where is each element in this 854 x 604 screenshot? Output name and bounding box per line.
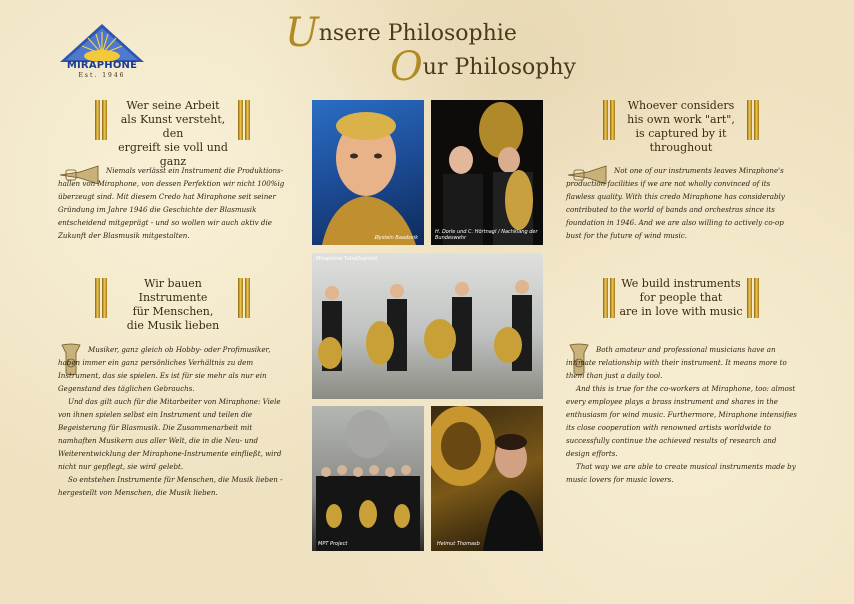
title-english-rest: ur Philosophy — [422, 55, 576, 80]
heading-line: is captured by it throughout — [635, 127, 727, 154]
heading-line: are in love with music — [619, 305, 743, 318]
paragraph-text: Und das gilt auch für die Mitarbeiter von Miraphone: Viele von ihnen spielen selbst ein Instrument und teilen die Begeisterung für Blasmusik. Die Zusammenarbeit mit namhaften Musikern aus aller Welt, die in die Neu- und Weiterentwicklung der Miraphone-Instrumente einfließt, wird nicht nur gepflegt, sie wird gelebt. — [58, 397, 282, 471]
photo-duo-tuba — [431, 100, 543, 245]
title-german-initial: U — [285, 10, 319, 56]
heading-line: for people that — [639, 291, 723, 304]
photo-caption: Miraphone TubaQuartett — [316, 256, 378, 262]
left-paragraph-1 — [58, 164, 290, 242]
portrait-figure-icon — [312, 100, 424, 245]
paragraph-text: So entstehen Instrumente für Menschen, die Musik lieben - hergestellt von Menschen, die Musik lieben. — [58, 475, 283, 497]
paragraph-text: Musiker, ganz gleich ob Hobby- oder Profimusiker, haben immer ein ganz persönliches Verhältnis zu dem Instrument, das sie spielen. Es ist für sie mehr als nur ein Gegenstand des täglichen Gebrauchs. — [58, 345, 271, 393]
right-heading-1 — [616, 99, 746, 155]
paragraph-text: Both amateur and professional musicians have an intimate relationship with their instrument. It means more to them than just a daily tool. — [566, 345, 787, 380]
gold-bars-right — [747, 100, 759, 140]
left-paragraph-2 — [58, 343, 290, 499]
left-heading-1 — [110, 99, 236, 169]
gold-bars-left — [603, 100, 615, 140]
right-heading-2 — [616, 277, 746, 319]
heading-line: die Musik lieben — [126, 319, 220, 332]
page-title — [285, 10, 585, 90]
logo-brand-text: MIRAPHONE — [66, 60, 138, 71]
left-heading-2 — [110, 277, 236, 333]
title-english — [390, 44, 576, 90]
gold-bars-left — [95, 100, 107, 140]
paragraph-text: Not one of our instruments leaves Miraphone's production facilities if we are not wholly convinced of its flawless quality. With this credo Miraphone has considerably contributed to the world of bands and orchestras since its foundation in 1946. And we are also willing to actively co-op bust for the future of wind music. — [566, 166, 785, 240]
logo-mountain-icon — [58, 24, 146, 64]
photo-ensemble-group — [312, 406, 424, 551]
photo-tuba-soloist — [431, 406, 543, 551]
photo-caption: Helmut Thomasb — [437, 541, 480, 547]
duo-figure-icon — [431, 100, 543, 245]
gold-bars-right — [238, 100, 250, 140]
heading-line: We build instruments — [621, 277, 741, 290]
heading-line: his own work "art", — [627, 113, 735, 126]
paragraph-text: That way we are able to create musical instruments made by music lovers for music lovers. — [566, 462, 796, 484]
photo-caption: H. Dorle und C. Hörtnagl / Nachklang der Bundeswehr — [435, 229, 538, 241]
heading-line: Wer seine Arbeit — [126, 99, 220, 112]
photo-tuba-quartet — [312, 253, 543, 399]
gold-bars-left — [603, 278, 615, 318]
title-english-initial: O — [390, 44, 423, 90]
right-paragraph-2 — [566, 343, 798, 486]
gold-bars-right — [238, 278, 250, 318]
photo-caption: Øystein Baadsvik — [374, 235, 418, 241]
right-paragraph-1 — [566, 164, 798, 242]
paragraph-text: And this is true for the co-workers at Miraphone, too: almost every employee plays a brass instrument and shares in the enthusiasm for wind music. Furthermore, Miraphone intensifies its close cooperation with renowned artists worldwide to successfully continue the achieved results of research and design efforts. — [566, 384, 797, 458]
photo-caption: MPT Project — [318, 541, 348, 547]
heading-line: Whoever considers — [627, 99, 735, 112]
soloist-figure-icon — [431, 406, 543, 551]
ensemble-figure-icon — [312, 406, 424, 551]
heading-line: Wir bauen Instrumente — [138, 277, 208, 304]
logo-established-text: Est. 1946 — [78, 72, 126, 79]
quartet-figure-icon — [312, 253, 543, 399]
photo-tuba-player-portrait — [312, 100, 424, 245]
gold-bars-right — [747, 278, 759, 318]
heading-line: als Kunst versteht, den — [120, 113, 226, 140]
title-german-rest: nsere Philosophie — [318, 21, 517, 46]
heading-line: für Menschen, — [132, 305, 214, 318]
paragraph-text: Niemals verlässt ein Instrument die Produktions-hallen von Miraphone, von dessen Perfektion wir nicht 100%ig überzeugt sind. Mit diesem Credo hat Miraphone seit seiner Gründung im Jahre 1946 die Geschichte der Blasmusik entscheidend mitgeprägt - und so wollen wir auch aktiv die Zukunft der Blasmusik mitgestalten. — [58, 166, 285, 240]
heading-line: ergreift sie voll und ganz — [118, 141, 228, 168]
miraphone-logo — [58, 24, 146, 84]
gold-bars-left — [95, 278, 107, 318]
